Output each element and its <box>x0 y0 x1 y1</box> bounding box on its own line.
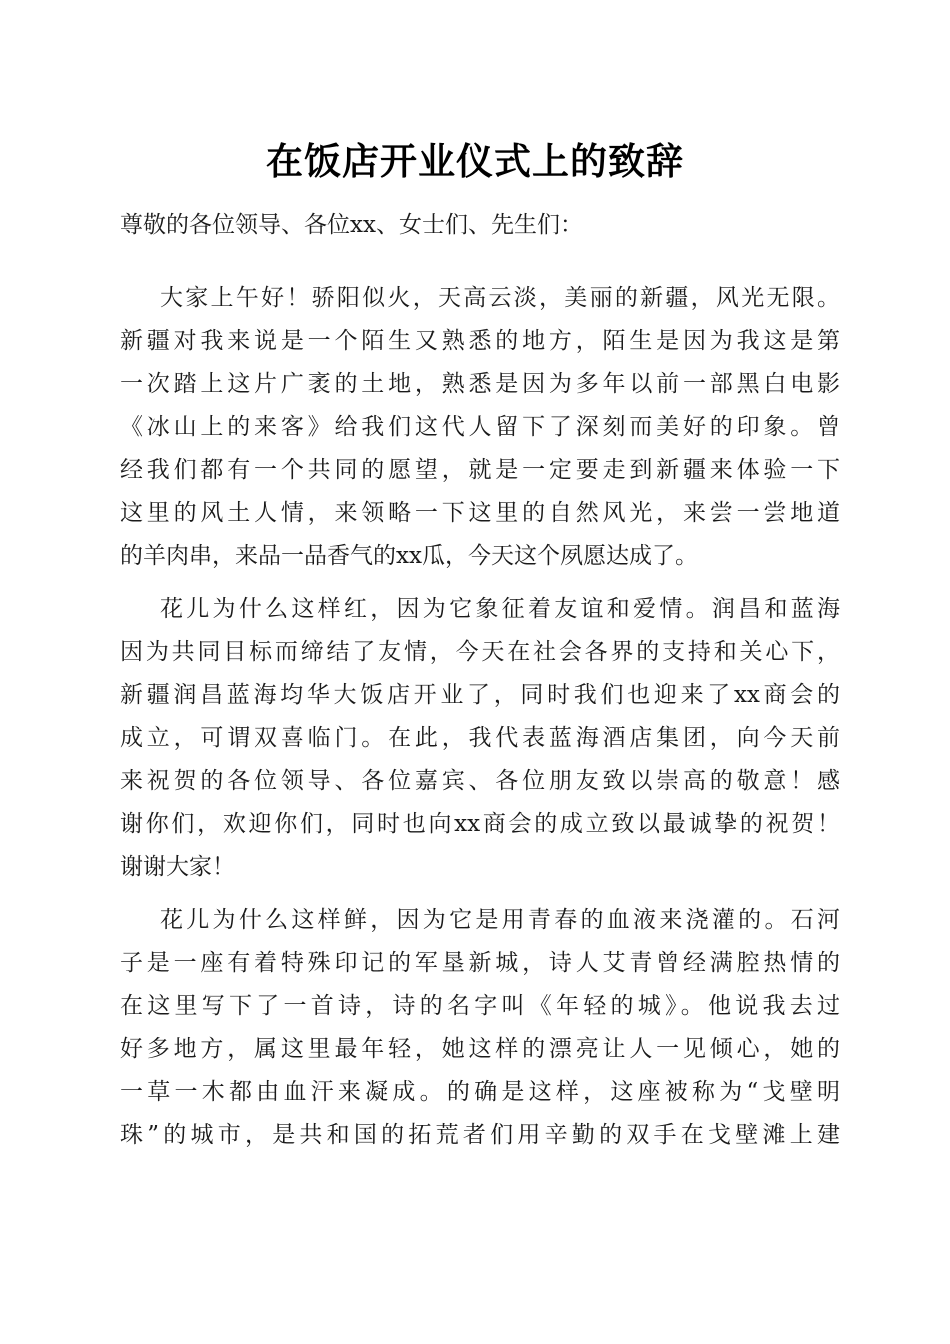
document-title: 在饭店开业仪式上的致辞 <box>266 139 684 183</box>
paragraph-line: 新疆对我来说是一个陌生又熟悉的地方，陌生是因为我这是第 <box>120 328 840 354</box>
paragraph-line: 经我们都有一个共同的愿望，就是一定要走到新疆来体验一下 <box>120 457 840 483</box>
salutation-line: 尊敬的各位领导、各位xx、女士们、先生们： <box>120 212 583 238</box>
paragraph-line: 谢你们，欢迎你们，同时也向xx商会的成立致以最诚挚的祝贺！ <box>120 811 840 837</box>
paragraph-line: 一草一木都由血汗来凝成。的确是这样，这座被称为“戈壁明 <box>120 1079 840 1105</box>
paragraph-line: 子是一座有着特殊印记的军垦新城，诗人艾青曾经满腔热情的 <box>120 950 840 976</box>
paragraph-line: 在这里写下了一首诗，诗的名字叫《年轻的城》。他说我去过 <box>120 993 840 1019</box>
paragraph-line: 一次踏上这片广袤的土地，熟悉是因为多年以前一部黑白电影 <box>120 371 840 397</box>
paragraph-line: 大家上午好！骄阳似火，天高云淡，美丽的新疆，风光无限。 <box>160 285 840 311</box>
paragraph-line: 新疆润昌蓝海均华大饭店开业了，同时我们也迎来了xx商会的 <box>120 682 840 708</box>
paragraph-line: 珠”的城市，是共和国的拓荒者们用辛勤的双手在戈壁滩上建 <box>120 1122 840 1148</box>
paragraph-line: 来祝贺的各位领导、各位嘉宾、各位朋友致以崇高的敬意！感 <box>120 768 840 794</box>
paragraph-line: 的羊肉串，来品一品香气的xx瓜，今天这个夙愿达成了。 <box>120 543 698 569</box>
paragraph-line: 《冰山上的来客》给我们这代人留下了深刻而美好的印象。曾 <box>120 414 840 440</box>
paragraph-line: 谢谢大家！ <box>120 854 235 880</box>
paragraph-line: 这里的风土人情，来领略一下这里的自然风光，来尝一尝地道 <box>120 500 840 526</box>
paragraph-line: 花儿为什么这样鲜，因为它是用青春的血液来浇灌的。石河 <box>160 907 840 933</box>
paragraph-line: 花儿为什么这样红，因为它象征着友谊和爱情。润昌和蓝海 <box>160 596 840 622</box>
paragraph-line: 因为共同目标而缔结了友情，今天在社会各界的支持和关心下， <box>120 639 840 665</box>
paragraph-line: 成立，可谓双喜临门。在此，我代表蓝海酒店集团，向今天前 <box>120 725 840 751</box>
paragraph-line: 好多地方，属这里最年轻，她这样的漂亮让人一见倾心，她的 <box>120 1036 840 1062</box>
